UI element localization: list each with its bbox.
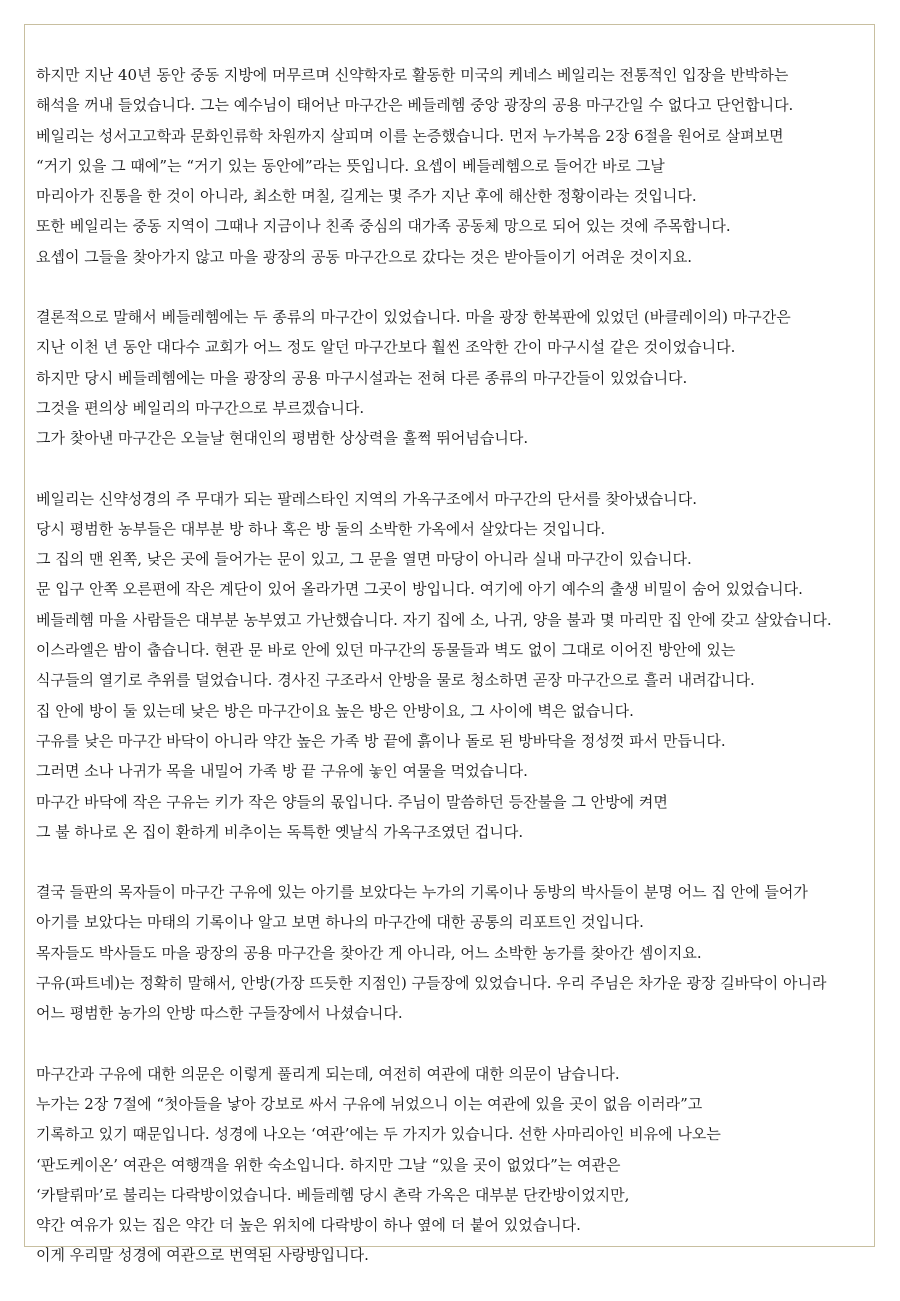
text-line: 문 입구 안쪽 오른편에 작은 계단이 있어 올라가면 그곳이 방입니다. 여기에 아기 예수의 출생 비밀이 숨어 있었습니다. (36, 580, 803, 599)
text-line: 베일리는 성서고고학과 문화인류학 차원까지 살피며 이를 논증했습니다. 먼저 누가복음 2장 6절을 원어로 살펴보면 (36, 126, 784, 145)
paragraph (36, 877, 870, 1028)
text-line: 아기를 보았다는 마태의 기록이나 알고 보면 하나의 마구간에 대한 공통의 리포트인 것입니다. (36, 913, 644, 932)
text-line: 어느 평범한 농가의 안방 따스한 구들장에서 나셨습니다. (36, 1004, 403, 1023)
text-line: 그 집의 맨 왼쪽, 낮은 곳에 들어가는 문이 있고, 그 문을 열면 마당이 아니라 실내 마구간이 있습니다. (36, 550, 692, 569)
paragraph (36, 484, 870, 848)
text-line: 누가는 2장 7절에 “첫아들을 낳아 강보로 싸서 구유에 뉘었으니 이는 여관에 있을 곳이 없음 이러라”고 (36, 1094, 703, 1113)
text-line: 식구들의 열기로 추위를 덜었습니다. 경사진 구조라서 안방을 물로 청소하면 곧장 마구간으로 흘러 내려갑니다. (36, 671, 755, 690)
text-line: 마구간과 구유에 대한 의문은 이렇게 풀리게 되는데, 여전히 여관에 대한 의문이 남습니다. (36, 1064, 620, 1083)
text-line: 또한 베일리는 중동 지역이 그때나 지금이나 친족 중심의 대가족 공동체 망으로 되어 있는 것에 주목합니다. (36, 217, 731, 236)
text-line: 결국 들판의 목자들이 마구간 구유에 있는 아기를 보았다는 누가의 기록이나 동방의 박사들이 분명 어느 집 안에 들어가 (36, 883, 808, 902)
text-line: 목자들도 박사들도 마을 광장의 공용 마구간을 찾아간 게 아니라, 어느 소박한 농가를 찾아간 셈이지요. (36, 943, 702, 962)
text-line: 결론적으로 말해서 베들레헴에는 두 종류의 마구간이 있었습니다. 마을 광장 한복판에 있었던 (바클레이의) 마구간은 (36, 308, 791, 327)
text-line: 그가 찾아낸 마구간은 오늘날 현대인의 평범한 상상력을 훌쩍 뛰어넘습니다. (36, 429, 529, 448)
paragraph (36, 302, 870, 453)
text-line: 마구간 바닥에 작은 구유는 키가 작은 양들의 몫입니다. 주님이 말씀하던 등잔불을 그 안방에 켜면 (36, 792, 668, 811)
text-line: 마리아가 진통을 한 것이 아니라, 최소한 며칠, 길게는 몇 주가 지난 후에 해산한 정황이라는 것입니다. (36, 187, 697, 206)
text-line: 이스라엘은 밤이 춥습니다. 현관 문 바로 안에 있던 마구간의 동물들과 벽도 없이 그대로 이어진 방안에 있는 (36, 641, 736, 660)
text-line: 기록하고 있기 때문입니다. 성경에 나오는 ‘여관’에는 두 가지가 있습니다. 선한 사마리아인 비유에 나오는 (36, 1125, 721, 1144)
text-line: 베일리는 신약성경의 주 무대가 되는 팔레스타인 지역의 가옥구조에서 마구간의 단서를 찾아냈습니다. (36, 489, 698, 508)
text-line: 하지만 지난 40년 동안 중동 지방에 머무르며 신약학자로 활동한 미국의 케네스 베일리는 전통적인 입장을 반박하는 (36, 66, 789, 84)
text-line: ‘카탈뤼마’로 불리는 다락방이었습니다. 베들레헴 당시 촌락 가옥은 대부분 단칸방이었지만, (36, 1185, 630, 1204)
text-line: 구유(파트네)는 정확히 말해서, 안방(가장 뜨듯한 지점인) 구들장에 있었습니다. 우리 주님은 차가운 광장 길바닥이 아니라 (36, 974, 827, 993)
text-line: 하지만 당시 베들레헴에는 마을 광장의 공용 마구시설과는 전혀 다른 종류의 마구간들이 있었습니다. (36, 368, 688, 387)
text-line: 집 안에 방이 둘 있는데 낮은 방은 마구간이요 높은 방은 안방이요, 그 사이에 벽은 없습니다. (36, 701, 634, 720)
paragraph (36, 1059, 870, 1271)
text-line: 그러면 소나 나귀가 목을 내밀어 가족 방 끝 구유에 놓인 여물을 먹었습니다. (36, 762, 528, 781)
text-line: 약간 여유가 있는 집은 약간 더 높은 위치에 다락방이 하나 옆에 더 붙어 있었습니다. (36, 1216, 581, 1235)
paragraph (36, 60, 870, 272)
text-line: 이게 우리말 성경에 여관으로 번역된 사랑방입니다. (36, 1246, 369, 1265)
text-line: 해석을 꺼내 들었습니다. 그는 예수님이 태어난 마구간은 베들레헴 중앙 광장의 공용 마구간일 수 없다고 단언합니다. (36, 96, 794, 115)
text-line: 베들레헴 마을 사람들은 대부분 농부였고 가난했습니다. 자기 집에 소, 나귀, 양을 불과 몇 마리만 집 안에 갖고 살았습니다. (36, 610, 832, 629)
text-line: ‘판도케이온’ 여관은 여행객을 위한 숙소입니다. 하지만 그날 “있을 곳이 없었다”는 여관은 (36, 1155, 621, 1174)
text-line: 구유를 낮은 마구간 바닥이 아니라 약간 높은 가족 방 끝에 흙이나 돌로 된 방바닥을 정성껏 파서 만듭니다. (36, 731, 726, 750)
document-body (36, 60, 870, 1301)
text-line: 그것을 편의상 베일리의 마구간으로 부르겠습니다. (36, 398, 365, 417)
text-line: 지난 이천 년 동안 대다수 교회가 어느 정도 알던 마구간보다 훨씬 조악한 간이 마구시설 같은 것이었습니다. (36, 338, 736, 357)
text-line: 당시 평범한 농부들은 대부분 방 하나 혹은 방 둘의 소박한 가옥에서 살았다는 것입니다. (36, 519, 606, 538)
text-line: “거기 있을 그 때에”는 “거기 있는 동안에”라는 뜻입니다. 요셉이 베들레헴으로 들어간 바로 그날 (36, 156, 665, 175)
text-line: 그 불 하나로 온 집이 환하게 비추이는 독특한 옛날식 가옥구조였던 겁니다. (36, 822, 524, 841)
text-line: 요셉이 그들을 찾아가지 않고 마을 광장의 공동 마구간으로 갔다는 것은 받아들이기 어려운 것이지요. (36, 247, 693, 266)
